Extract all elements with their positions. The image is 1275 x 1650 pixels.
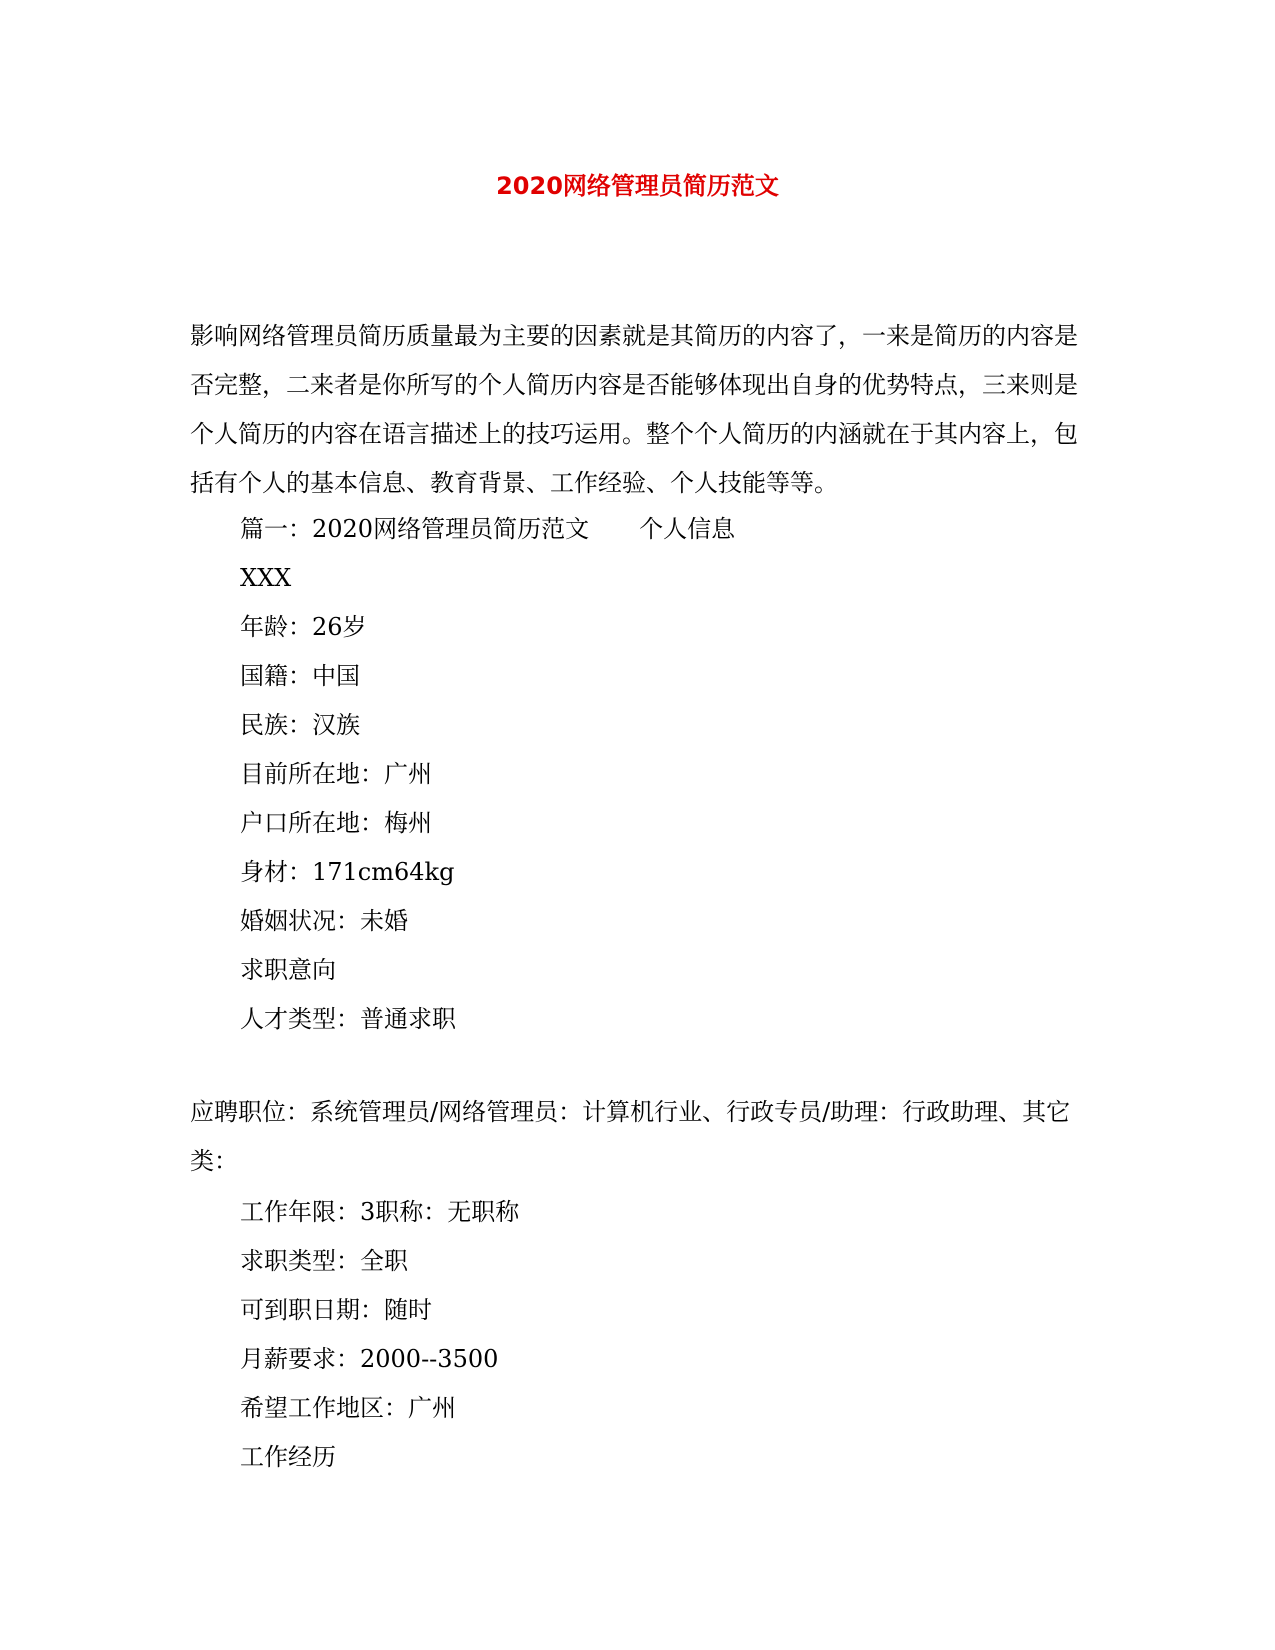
info-line-current-location: 目前所在地：广州 xyxy=(240,760,432,788)
job-line-type: 求职类型：全职 xyxy=(240,1247,408,1275)
info-line-age: 年龄：26岁 xyxy=(240,613,367,641)
info-line-body: 身材：171cm64kg xyxy=(240,858,455,886)
personal-info-section xyxy=(240,505,1100,1044)
document-title: 2020网络管理员简历范文 xyxy=(496,172,779,200)
info-line-ethnicity: 民族：汉族 xyxy=(240,711,360,739)
job-line-experience-heading: 工作经历 xyxy=(240,1443,336,1471)
info-line-marital-status: 婚姻状况：未婚 xyxy=(240,907,408,935)
info-line-name: XXX xyxy=(240,564,292,592)
section-heading-line xyxy=(240,505,1100,554)
job-info-section xyxy=(240,1188,1100,1482)
section-heading: 篇一：2020网络管理员简历范文 xyxy=(240,515,590,543)
position-paragraph: 应聘职位：系统管理员/网络管理员：计算机行业、行政专员/助理：行政助理、其它类： xyxy=(190,1098,1071,1175)
job-line-salary: 月薪要求：2000--3500 xyxy=(240,1345,499,1373)
info-line-job-intent-heading: 求职意向 xyxy=(240,956,336,984)
job-line-region: 希望工作地区：广州 xyxy=(240,1394,456,1422)
job-line-start-date: 可到职日期：随时 xyxy=(240,1296,432,1324)
intro-paragraph: 影响网络管理员简历质量最为主要的因素就是其简历的内容了，一来是简历的内容是否完整，二来者是你所写的个人简历内容是否能够体现出自身的优势特点，三来则是个人简历的内容在语言描述上的技巧运用。整个个人简历的内涵就在于其内容上，包括有个人的基本信息、教育背景、工作经验、个人技能等等。 xyxy=(190,322,1078,497)
job-line-years: 工作年限：3职称：无职称 xyxy=(240,1198,520,1226)
info-line-nationality: 国籍：中国 xyxy=(240,662,360,690)
section-subheading: 个人信息 xyxy=(639,515,736,543)
info-line-talent-type: 人才类型：普通求职 xyxy=(240,1005,456,1033)
info-line-household-location: 户口所在地：梅州 xyxy=(240,809,432,837)
